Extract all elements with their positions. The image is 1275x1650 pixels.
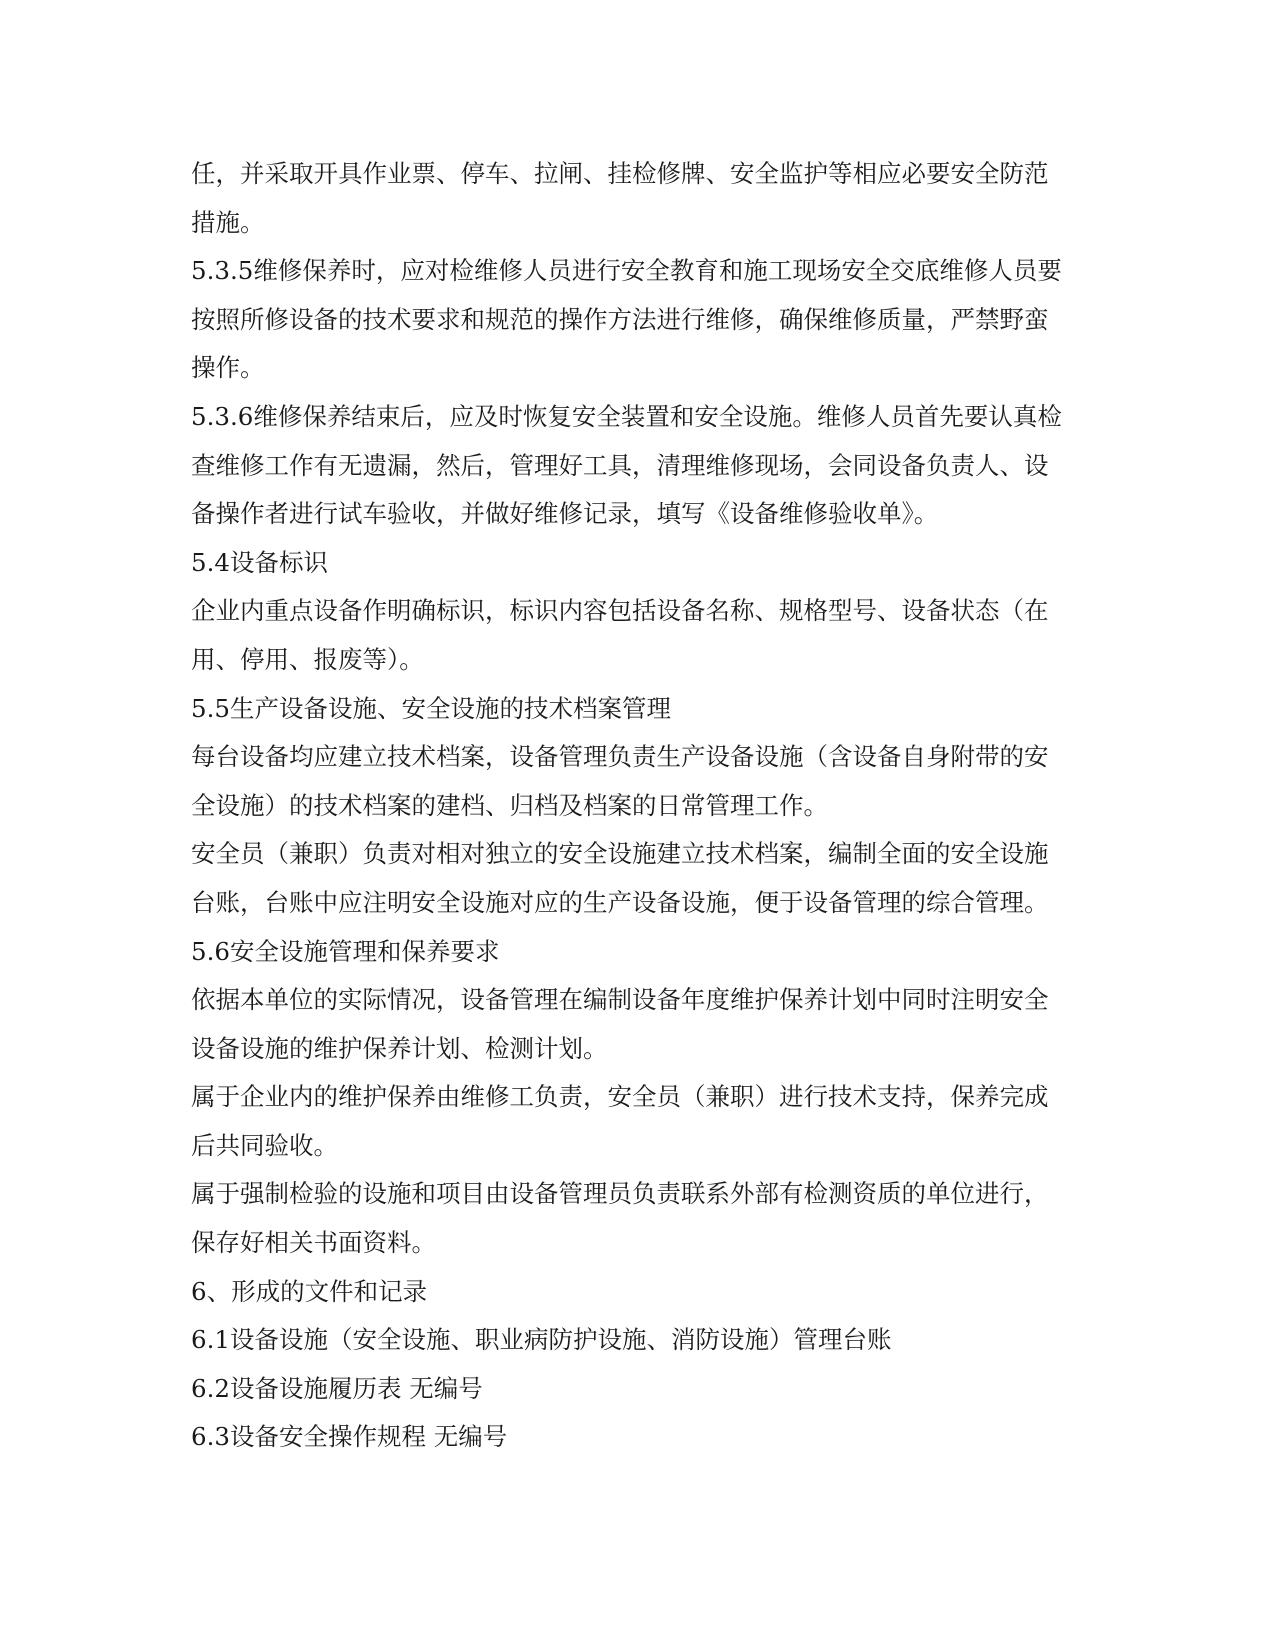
list-item: 6.2设备设施履历表 无编号 bbox=[191, 1373, 483, 1403]
paragraph-line: 属于强制检验的设施和项目由设备管理员负责联系外部有检测资质的单位进行， bbox=[191, 1179, 1049, 1209]
paragraph-line: 保存好相关书面资料。 bbox=[191, 1228, 436, 1258]
paragraph-line: 用、停用、报废等）。 bbox=[191, 644, 424, 674]
paragraph-line: 后共同验收。 bbox=[191, 1130, 338, 1160]
list-item: 6.3设备安全操作规程 无编号 bbox=[191, 1422, 508, 1452]
paragraph-line: 安全员（兼职）负责对相对独立的安全设施建立技术档案，编制全面的安全设施 bbox=[191, 839, 1049, 869]
paragraph-line: 操作。 bbox=[191, 353, 265, 383]
paragraph-line: 按照所修设备的技术要求和规范的操作方法进行维修，确保维修质量，严禁野蛮 bbox=[191, 304, 1049, 334]
paragraph-line: 每台设备均应建立技术档案，设备管理负责生产设备设施（含设备自身附带的安 bbox=[191, 742, 1049, 772]
section-heading: 5.4设备标识 bbox=[191, 547, 328, 577]
paragraph-line: 企业内重点设备作明确标识，标识内容包括设备名称、规格型号、设备状态（在 bbox=[191, 596, 1049, 626]
paragraph-line: 查维修工作有无遗漏，然后，管理好工具，清理维修现场，会同设备负责人、设 bbox=[191, 450, 1049, 480]
list-item: 6.1设备设施（安全设施、职业病防护设施、消防设施）管理台账 bbox=[191, 1325, 892, 1355]
paragraph-line: 5.3.5维修保养时，应对检维修人员进行安全教育和施工现场安全交底维修人员要 bbox=[191, 256, 1062, 286]
paragraph-line: 措施。 bbox=[191, 207, 265, 237]
paragraph-line: 全设施）的技术档案的建档、归档及档案的日常管理工作。 bbox=[191, 790, 828, 820]
paragraph-line: 依据本单位的实际情况，设备管理在编制设备年度维护保养计划中同时注明安全 bbox=[191, 985, 1049, 1015]
paragraph-line: 属于企业内的维护保养由维修工负责，安全员（兼职）进行技术支持，保养完成 bbox=[191, 1082, 1049, 1112]
paragraph-line: 5.3.6维修保养结束后，应及时恢复安全装置和安全设施。维修人员首先要认真检 bbox=[191, 401, 1062, 431]
paragraph-line: 设备设施的维护保养计划、检测计划。 bbox=[191, 1033, 608, 1063]
section-heading: 5.5生产设备设施、安全设施的技术档案管理 bbox=[191, 693, 671, 723]
paragraph-line: 备操作者进行试车验收，并做好维修记录，填写《设备维修验收单》。 bbox=[191, 499, 939, 529]
paragraph-line: 任，并采取开具作业票、停车、拉闸、挂检修牌、安全监护等相应必要安全防范 bbox=[191, 159, 1049, 188]
section-heading: 5.6安全设施管理和保养要求 bbox=[191, 936, 500, 966]
paragraph-line: 台账，台账中应注明安全设施对应的生产设备设施，便于设备管理的综合管理。 bbox=[191, 887, 1049, 917]
section-heading: 6、形成的文件和记录 bbox=[191, 1276, 428, 1306]
document-body bbox=[191, 150, 1091, 1462]
